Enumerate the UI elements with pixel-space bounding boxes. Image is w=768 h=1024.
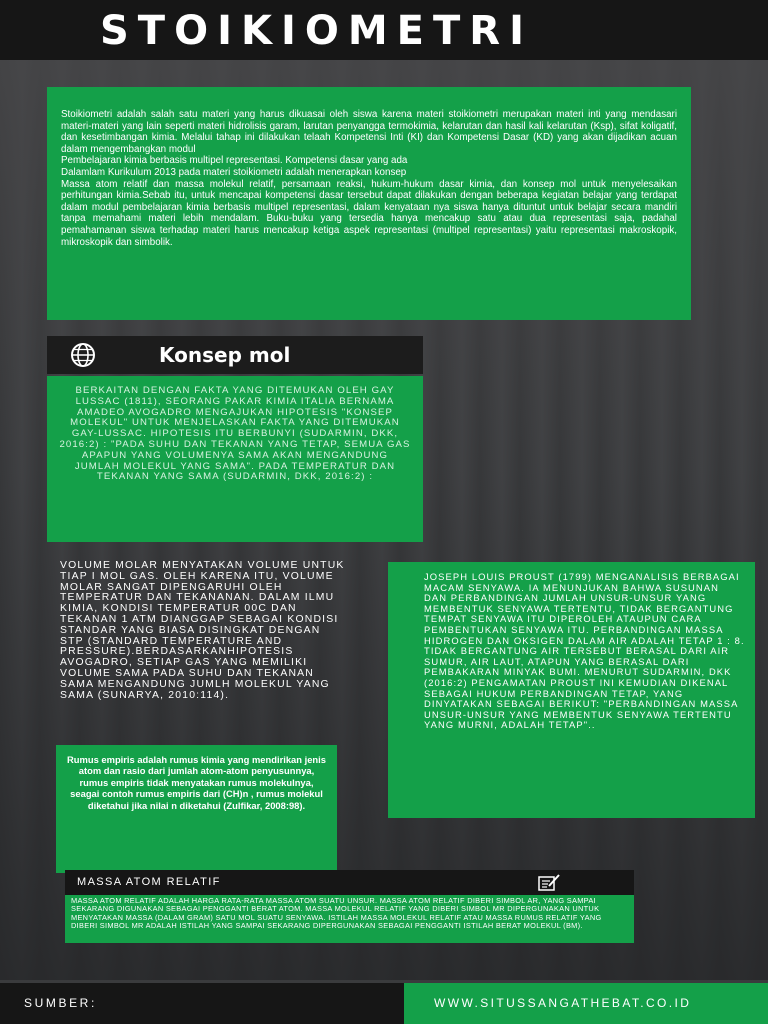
- edit-note-icon: [537, 873, 561, 892]
- globe-icon: [63, 342, 103, 368]
- website-link[interactable]: WWW.SITUSSANGATHEBAT.CO.ID: [434, 996, 692, 1010]
- volume-molar-text: VOLUME MOLAR MENYATAKAN VOLUME UNTUK TIAP I MOL GAS. OLEH KARENA ITU, VOLUME MOLAR SANGAT DIPENGARUHI OLEH TEMPERATUR DAN TEKANANAN. DALAM ILMU KIMIA, KONDISI TEMPERATUR 00C DAN TEKANAN 1 ATM DIANGGAP SEBAGAI KONDISI STANDAR YANG BIASA DISINGKAT DENGAN STP (STANDARD TEMPERATURE AND PRESSURE).BERDASARKANHIPOTESIS AVOGADRO, SETIAP GAS YANG MEMILIKI VOLUME SAMA PADA SUHU DAN TEKANAN SAMA MENGANDUNG JUMLH MOLEKUL YANG SAMA (SUNARYA, 2010:114).: [60, 560, 345, 701]
- intro-box: [47, 87, 691, 320]
- konsep-mol-body: BERKAITAN DENGAN FAKTA YANG DITEMUKAN OLEH GAY LUSSAC (1811), SEORANG PAKAR KIMIA ITALIA BERNAMA AMADEO AVOGADRO MENGAJUKAN HIPOTESIS "KONSEP MOLEKUL" UNTUK MENJELASKAN FAKTA YANG DITEMUKAN GAY-LUSSAC. HIPOTESIS ITU BERBUNYI (SUDARMIN, DKK, 2016:2) : "PADA SUHU DAN TEKANAN YANG TETAP, SEMUA GAS APAPUN YANG VOLUMENYA SAMA AKAN MENGANDUNG JUMLAH MOLEKUL YANG SAMA". PADA TEMPERATUR DAN TEKANAN YANG SAMA (SUDARMIN, DKK, 2016:2) :: [47, 376, 423, 542]
- intro-paragraph: Pembelajaran kimia berbasis multipel representasi. Kompetensi dasar yang ada: [61, 155, 408, 167]
- massa-atom-title: MASSA ATOM RELATIF: [77, 876, 221, 888]
- proust-box: JOSEPH LOUIS PROUST (1799) MENGANALISIS BERBAGAI MACAM SENYAWA. IA MENUNJUKAN BAHWA SUSUNAN DAN PERBANDINGAN JUMLAH UNSUR-UNSUR YANG MEMBENTUK SENYAWA TERTENTU, TIDAK BERGANTUNG TEMPAT SENYAWA ITU DIPEROLEH ATAUPUN CARA PEMBENTUKAN SENYAWA ITU. PERBANDINGAN MASSA HIDROGEN DAN OKSIGEN DALAM AIR ADALAH TETAP 1 : 8. TIDAK BERGANTUNG AIR TERSEBUT BERASAL DARI AIR SUMUR, AIR LAUT, ATAPUN YANG BERASAL DARI PEMBAKARAN MINYAK BUMI. MENURUT SUDARMIN, DKK (2016:2) PENGAMATAN PROUST INI KEMUDIAN DIKENAL SEBAGAI HUKUM PERBANDINGAN TETAP, YANG DINYATAKAN SEBAGAI BERIKUT: "PERBANDINGAN MASSA UNSUR-UNSUR YANG MEMBENTUK SENYAWA TERTENTU YANG MURNI, ADALAH TETAP"..: [388, 562, 755, 818]
- konsep-mol-header: [47, 336, 423, 374]
- konsep-mol-title: Konsep mol: [159, 343, 291, 367]
- intro-paragraph: Dalamlam Kurikulum 2013 pada materi stoikiometri adalah menerapkan konsep: [61, 166, 407, 178]
- footer-source: [0, 983, 404, 1024]
- source-label: SUMBER:: [24, 996, 97, 1010]
- massa-atom-header: [65, 870, 634, 895]
- intro-paragraph: Massa atom relatif dan massa molekul relatif, persamaan reaksi, hukum-hukum dasar kimia, dan konsep mol untuk menyelesaikan perhitungan kimia.Sebab itu, untuk mencapai kompetensi dasar tersebut dapat dilakukan dengan beberapa kegiatan belajar yang terdapat dalam modul pembelajaran kimia berbasis multipel representasi, dalam kenyataan nya siswa hanya dituntut untuk belajar secara mandiri tanpa memahami materi lebih mendalam. Buku-buku yang tersedia hanya mencakup satu atau dua representasi saja, padahal pemahamanan siswa terhadap materi harus mencakup ketiga aspek representasi (multipel representasi) yaitu representasi makroskopik, mikroskopik dan simbolik.: [61, 178, 677, 248]
- footer-website[interactable]: [404, 983, 768, 1024]
- page-title: STOIKIOMETRI: [100, 8, 533, 54]
- title-bar: [0, 0, 768, 60]
- rumus-empiris-box: Rumus empiris adalah rumus kimia yang mendirikan jenis atom dan rasio dari jumlah atom-atom penyusunnya, rumus empiris tidak menyatakan rumus molekulnya, seagai contoh rumus empiris dari (CH)n , rumus molekul diketahui jika nilai n diketahui (Zulfikar, 2008:98).: [56, 745, 337, 873]
- massa-atom-body: MASSA ATOM RELATIF ADALAH HARGA RATA-RATA MASSA ATOM SUATU UNSUR. MASSA ATOM RELATIF DIBERI SIMBOL AR, YANG SAMPAI SEKARANG DIGUNAKAN SEBAGAI PENGGANTI BERAT ATOM. MASSA MOLEKUL RELATIF YANG DIBERI SIMBOL MR DIPERGUNAKAN UNTUK MENYATAKAN MASSA (DALAM GRAM) SATU MOL SUATU SENYAWA. ISTILAH MASSA MOLEKUL RELATIF ATAU MASSA RUMUS RELATIF YANG DIBERI SIMBOL MR ADALAH ISTILAH YANG SAMPAI SEKARANG DIPERGUNAKAN SEBAGAI PENGGANTI ISTILAH BERAT MOLEKUL (BM).: [65, 895, 634, 943]
- intro-paragraph: Stoikiometri adalah salah satu materi yang harus dikuasai oleh siswa karena materi stoikiometri merupakan materi inti yang mendasari materi-materi yang lain seperti materi hidrolisis garam, larutan penyangga termokimia, kelarutan dan hasil kali kelarutan (Ksp), sifat koligatif, dan kesetimbangan kimia. Melalui tahap ini dilakukan telaah Kompetensi Inti (KI) dan Kompetensi Dasar (KD) yang akan dijadikan acuan dalam mengembangkan modul: [61, 109, 677, 155]
